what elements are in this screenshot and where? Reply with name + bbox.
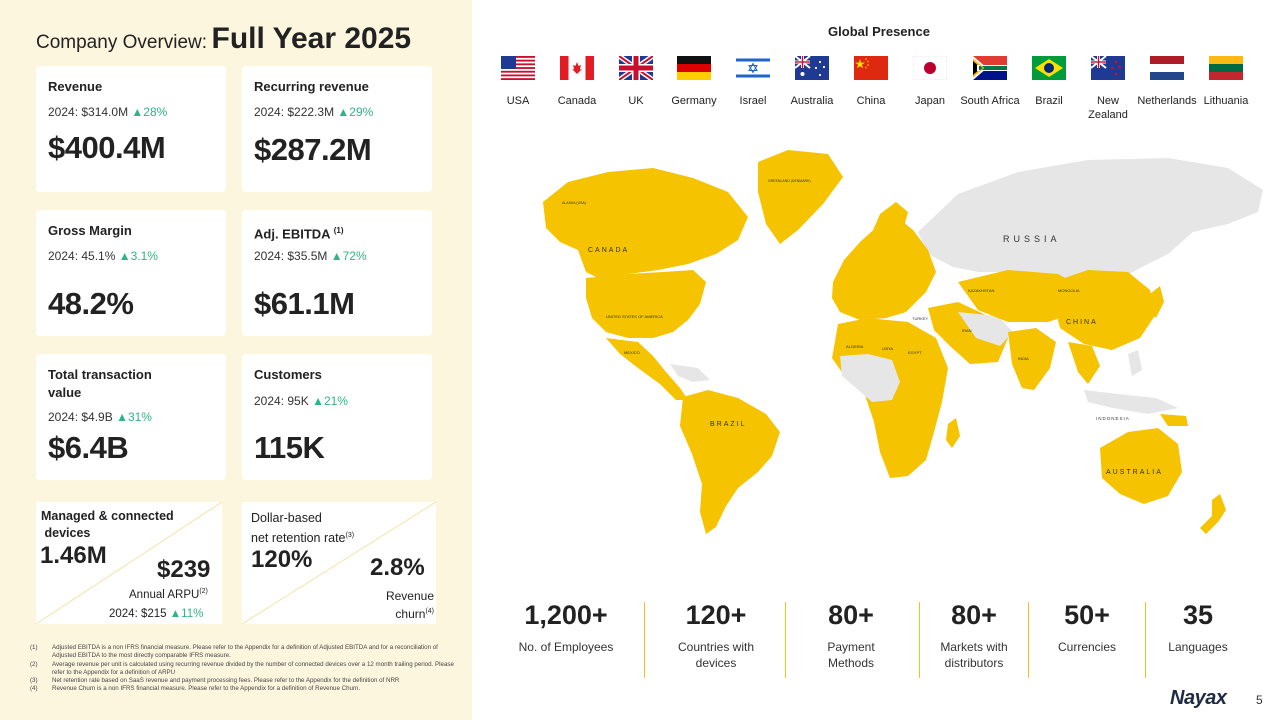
country-name: USA (506, 95, 530, 107)
map-south-america (680, 390, 780, 534)
map-label-brazil: BRAZIL (710, 421, 747, 428)
page-title (36, 22, 411, 56)
country-germany (664, 56, 724, 108)
country-name: China (856, 95, 886, 107)
map-africa-grey (840, 354, 900, 402)
retention-churn-card (242, 502, 436, 624)
germany-flag-icon (677, 56, 711, 80)
country-australia (782, 56, 842, 108)
footnote: (4) Revenue Churn is a non IFRS financial measure. Please refer to the Appendix for a definition of Revenue Churn. (30, 685, 361, 693)
footnote: (2) Average revenue per unit is calculated using recurring revenue divided by the number of connected devices over a 12 month trailing period. Please refer to the Appendix for a definition of ARPU (30, 660, 454, 676)
card-label: Adj. EBITDA $^{(1)}$ (254, 226, 344, 242)
change-badge: ▲29% (337, 105, 374, 119)
country-name: Netherlands (1137, 95, 1197, 107)
arpu-label: Annual ARPU$^{(2)}$ (129, 588, 208, 601)
gross-margin-card (36, 210, 226, 336)
map-label-indonesia: INDONESIA (1096, 416, 1130, 421)
map-label-india: INDIA (1018, 356, 1029, 361)
card-label: Recurring revenue (254, 79, 369, 94)
country-uk (606, 56, 666, 108)
change-badge: ▲11% (169, 608, 204, 620)
card-prev: 2024: 95K ▲21% (254, 394, 348, 408)
map-philippines (1128, 350, 1142, 376)
brazil-flag-icon (1032, 56, 1066, 80)
stat-countries (660, 600, 772, 671)
map-png (1160, 414, 1188, 426)
japan-flag-icon (913, 56, 947, 80)
revenue-card (36, 66, 226, 192)
devices-arpu-card (36, 502, 222, 624)
devices-label: Managed & connected devices (41, 509, 174, 540)
country-brazil (1019, 56, 1079, 108)
stat-currencies (1038, 600, 1136, 655)
map-southeast-asia (1068, 342, 1100, 384)
arpu-value: $239 (157, 556, 211, 583)
card-value: $6.4B (48, 430, 129, 465)
country-name: UK (628, 95, 644, 107)
stat-value: 50+ (1064, 600, 1110, 630)
country-name: Brazil (1035, 95, 1063, 107)
stat-languages (1152, 600, 1244, 655)
stat-value: 80+ (951, 600, 997, 630)
country-name: Japan (915, 95, 945, 107)
card-value: $400.4M (48, 130, 166, 165)
map-label-libya: LIBYA (882, 346, 894, 351)
new-zealand-flag-icon (1091, 56, 1125, 80)
country-canada (547, 56, 607, 108)
country-netherlands (1137, 56, 1197, 108)
stat-label: No. of Employees (518, 640, 614, 654)
stat-payment-methods (800, 600, 902, 671)
global-presence-title: Global Presence (828, 24, 930, 39)
map-greenland (758, 150, 843, 244)
country-name: Canada (557, 95, 597, 107)
map-canada (543, 168, 748, 278)
country-name: Germany (671, 95, 717, 107)
country-name: Australia (790, 95, 834, 107)
transaction-value-card (36, 354, 226, 480)
china-flag-icon (854, 56, 888, 80)
customers-card (242, 354, 432, 480)
map-russia (918, 158, 1263, 282)
stat-value: 35 (1182, 600, 1214, 630)
map-caribbean (670, 364, 710, 382)
card-value: 48.2% (48, 286, 134, 321)
map-australia (1100, 428, 1182, 504)
title-main: Full Year 2025 (211, 22, 412, 55)
country-new-zealand (1078, 56, 1138, 122)
card-prev: 2024: $35.5M ▲72% (254, 249, 367, 263)
stat-divider (1145, 602, 1146, 678)
stat-value: 1,200+ (524, 600, 608, 630)
card-value: $61.1M (254, 286, 355, 321)
country-name: South Africa (960, 95, 1020, 107)
card-prev: 2024: 45.1% ▲3.1% (48, 249, 158, 263)
change-badge: ▲72% (330, 249, 367, 263)
country-south-africa (960, 56, 1020, 108)
country-name: Israel (739, 95, 767, 107)
change-badge: ▲31% (116, 410, 152, 424)
map-label-canada: CANADA (588, 247, 630, 254)
map-label-mongolia: MONGOLIA (1058, 288, 1080, 293)
change-badge: ▲28% (131, 105, 168, 119)
card-prev: 2024: $4.9B ▲31% (48, 410, 152, 424)
ebitda-card (242, 210, 432, 336)
card-prev: 2024: $222.3M ▲29% (254, 105, 374, 119)
stat-divider (644, 602, 645, 678)
map-label-alaska: ALASKA (USA) (562, 201, 586, 205)
australia-flag-icon (795, 56, 829, 80)
change-badge: ▲3.1% (118, 249, 158, 263)
israel-flag-icon (736, 56, 770, 80)
map-label-mexico: MEXICO (624, 350, 640, 355)
footnotes (30, 644, 460, 694)
footnote: (3) Net retention rate based on SaaS revenue and payment processing fees. Please refer to the Appendix for the definition of NRR (30, 677, 400, 685)
usa-flag-icon (501, 56, 535, 80)
map-label-russia: RUSSIA (1003, 234, 1061, 244)
country-lithuania (1196, 56, 1256, 108)
map-label-greenland: GREENLAND (DENMARK) (768, 179, 811, 183)
lithuania-flag-icon (1209, 56, 1243, 80)
country-usa (488, 56, 548, 108)
stat-markets (928, 600, 1020, 671)
stat-divider (785, 602, 786, 678)
stat-label: Languages (1168, 640, 1228, 654)
card-value: 115K (254, 430, 325, 465)
retention-value: 120% (251, 546, 313, 573)
country-name: Lithuania (1203, 95, 1249, 107)
map-new-zealand (1200, 494, 1226, 534)
map-india (1008, 328, 1056, 390)
map-label-china: CHINA (1066, 319, 1098, 326)
title-prefix: Company Overview: (36, 32, 208, 53)
south-africa-flag-icon (973, 56, 1007, 80)
stat-value: 120+ (685, 600, 747, 630)
churn-value: 2.8% (370, 554, 425, 581)
map-label-iran: IRAN (962, 328, 972, 333)
recurring-revenue-card (242, 66, 432, 192)
world-map (488, 132, 1280, 552)
change-badge: ▲21% (312, 394, 348, 408)
nayax-logo: Nayax (1170, 687, 1227, 709)
arpu-prev: 2024: $215 ▲11% (109, 608, 204, 620)
footnote: (1) Adjusted EBITDA is a non IFRS financial measure. Please refer to the Appendix for a definition of Adjusted EBITDA and for a reconciliation of Adjusted EBITDA to the most directly comparable IFRS measure. (30, 644, 438, 660)
stat-label: Payment Methods (827, 640, 875, 670)
map-label-kazakhstan: KAZAKHSTAN (968, 288, 995, 293)
country-china (841, 56, 901, 108)
card-label: Revenue (48, 79, 103, 94)
stat-employees (506, 600, 626, 655)
map-usa (586, 270, 706, 338)
country-israel (723, 56, 783, 108)
churn-label: Revenue churn$^{(4)}$ (385, 589, 434, 621)
card-prev: 2024: $314.0M ▲28% (48, 105, 168, 119)
map-label-turkey: TURKEY (912, 316, 929, 321)
stat-divider (919, 602, 920, 678)
map-indonesia (1084, 390, 1178, 414)
map-label-australia: AUSTRALIA (1106, 469, 1163, 476)
country-name: New Zealand (1088, 95, 1128, 121)
map-label-egypt: EGYPT (908, 350, 922, 355)
card-label: Total transaction value (48, 367, 152, 400)
uk-flag-icon (619, 56, 653, 80)
map-label-algeria: ALGERIA (846, 344, 864, 349)
map-label-usa: UNITED STATES OF AMERICA (606, 314, 663, 319)
card-label: Customers (254, 367, 322, 382)
stat-label: Countries with devices (677, 640, 755, 670)
netherlands-flag-icon (1150, 56, 1184, 80)
card-label: Gross Margin (48, 223, 132, 238)
page-number: 5 (1256, 693, 1263, 707)
stat-value: 80+ (828, 600, 874, 630)
stat-label: Currencies (1057, 640, 1117, 654)
country-japan (900, 56, 960, 108)
stat-divider (1028, 602, 1029, 678)
map-china (1053, 270, 1156, 350)
map-madagascar (946, 418, 960, 448)
card-value: $287.2M (254, 132, 372, 167)
retention-label: Dollar-based net retention rate$^{(3)}$ (251, 511, 355, 546)
canada-flag-icon (560, 56, 594, 80)
stat-label: Markets with distributors (940, 640, 1008, 670)
devices-value: 1.46M (40, 542, 107, 569)
